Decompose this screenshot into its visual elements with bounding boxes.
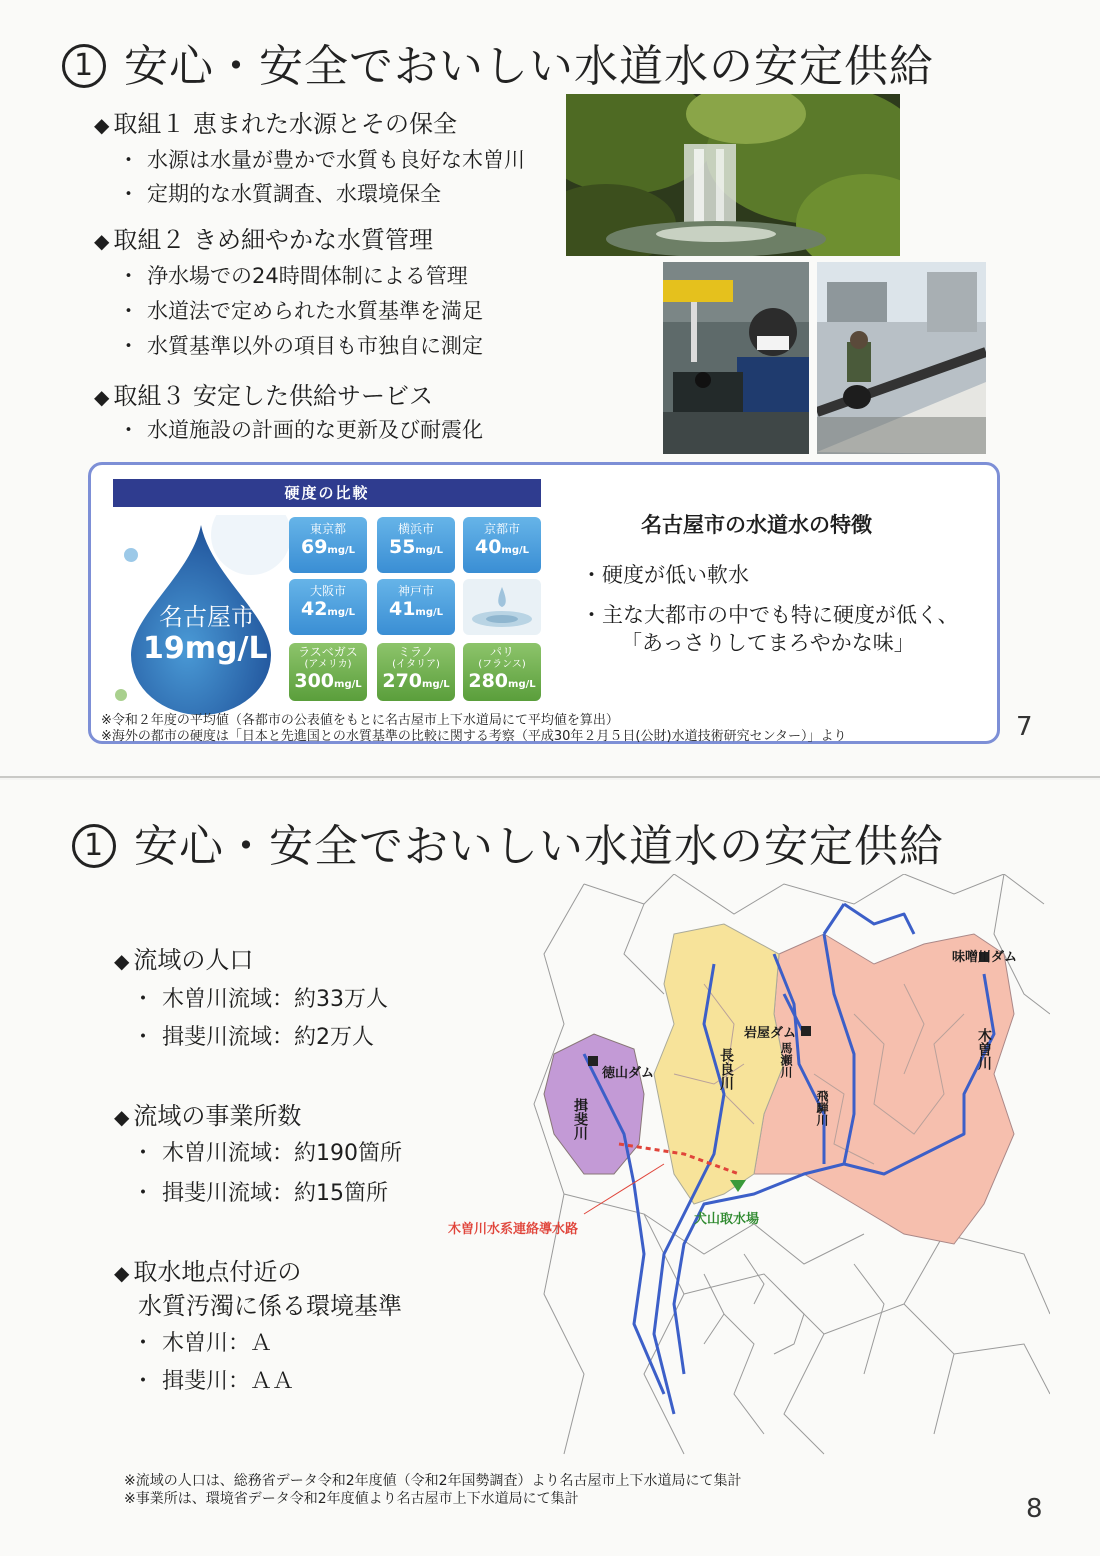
title-number: 1	[72, 824, 116, 868]
nagoya-hardness-value: 19mg/L	[143, 631, 268, 666]
river-label: 飛騨川	[815, 1090, 829, 1126]
bullet-item: ・ 揖斐川：ＡＡ	[132, 1369, 295, 1394]
hardness-title: 硬度の比較	[113, 479, 541, 507]
river-label: 揖斐川	[572, 1098, 588, 1140]
pipe-work-photo	[817, 262, 986, 454]
page-8	[0, 780, 1100, 1556]
nagoya-city-label: 名古屋市	[159, 603, 255, 631]
hardness-tile: ラスベガス (アメリカ) 300mg/L	[289, 643, 367, 701]
title-number: 1	[62, 44, 106, 88]
section-heading-line2: 水質汚濁に係る環境基準	[138, 1292, 402, 1320]
section-heading: ◆ 取水地点付近の	[114, 1258, 302, 1286]
bullet-item: ・ 揖斐川流域：約2万人	[132, 1025, 375, 1050]
dam-label: 岩屋ダム	[744, 1026, 797, 1041]
river-label: 長良川	[718, 1048, 734, 1090]
bullet-item: ・ 水質基準以外の項目も市独自に測定	[118, 334, 483, 358]
feature-item: ・主な大都市の中でも特に硬度が低く、	[581, 603, 959, 627]
hardness-tile: 東京都 69mg/L	[289, 517, 367, 573]
channel-label: 木曽川水系連絡導水路	[448, 1222, 579, 1237]
water-splash-icon	[463, 579, 541, 635]
diamond-icon: ◆	[94, 229, 110, 253]
page-number: 7	[1016, 712, 1033, 742]
river-label: 木曽川	[976, 1028, 992, 1070]
bullet-item: ・ 水道施設の計画的な更新及び耐震化	[118, 418, 483, 442]
page-title: 1 安心・安全でおいしい水道水の安定供給	[62, 30, 934, 94]
intake-label: 犬山取水場	[694, 1212, 760, 1227]
footnote: ※流域の人口は、総務省データ令和2年度値（令和2年国勢調査）より名古屋市上下水道局にて集計	[124, 1473, 742, 1489]
hardness-tile: 大阪市 42mg/L	[289, 579, 367, 635]
bullet-item: ・ 木曽川：Ａ	[132, 1331, 273, 1356]
bullet-item: ・ 木曽川流域：約190箇所	[132, 1141, 403, 1166]
footnote: ※海外の都市の硬度は「日本と先進国との水質基準の比較に関する考察（平成30年２月５日(公財)水道技術研究センター）」より	[101, 729, 847, 744]
lab-photo	[663, 262, 809, 454]
diamond-icon: ◆	[94, 113, 110, 137]
hardness-tile: 京都市 40mg/L	[463, 517, 541, 573]
diamond-icon: ◆	[94, 385, 110, 409]
dam-marker	[801, 1026, 811, 1036]
dam-label: 徳山ダム	[602, 1066, 655, 1081]
page-number: 8	[1026, 1494, 1043, 1524]
river-label: 馬瀬川	[779, 1042, 793, 1078]
waterfall-photo	[566, 94, 900, 256]
bullet-item: ・ 浄水場での24時間体制による管理	[118, 264, 468, 288]
feature-title: 名古屋市の水道水の特徴	[641, 513, 872, 537]
hardness-tile: パリ (フランス) 280mg/L	[463, 643, 541, 701]
hardness-panel	[88, 462, 1000, 744]
feature-item: 「あっさりしてまろやかな味」	[621, 631, 915, 655]
section-heading: ◆ 取組３ 安定した供給サービス	[94, 382, 434, 410]
section-heading: ◆ 取組１ 恵まれた水源とその保全	[94, 110, 458, 138]
bullet-item: ・ 木曽川流域：約33万人	[132, 987, 389, 1012]
diamond-icon: ◆	[114, 1105, 130, 1129]
section-heading: ◆ 取組２ きめ細やかな水質管理	[94, 226, 434, 254]
hardness-tile: 横浜市 55mg/L	[377, 517, 455, 573]
diamond-icon: ◆	[114, 1261, 130, 1285]
section-heading: ◆ 流域の人口	[114, 946, 254, 974]
dam-marker	[588, 1056, 598, 1066]
bullet-item: ・ 揖斐川流域：約15箇所	[132, 1181, 389, 1206]
hardness-tile: ミラノ (イタリア) 270mg/L	[377, 643, 455, 701]
footnote: ※令和２年度の平均値（各都市の公表値をもとに名古屋市上下水道局にて平均値を算出）	[101, 713, 619, 728]
bullet-item: ・ 水道法で定められた水質基準を満足	[118, 299, 483, 323]
section-heading: ◆ 流域の事業所数	[114, 1102, 302, 1130]
footnote: ※事業所は、環境省データ令和2年度値より名古屋市上下水道局にて集計	[124, 1491, 579, 1507]
diamond-icon: ◆	[114, 949, 130, 973]
bullet-item: ・ 水源は水量が豊かで水質も良好な木曽川	[118, 148, 525, 172]
bullet-item: ・ 定期的な水質調査、水環境保全	[118, 182, 441, 206]
hardness-tile: 神戸市 41mg/L	[377, 579, 455, 635]
dam-label: 味噌川ダム	[952, 950, 1018, 965]
feature-item: ・硬度が低い軟水	[581, 563, 749, 587]
page-title: 1 安心・安全でおいしい水道水の安定供給	[72, 810, 944, 874]
